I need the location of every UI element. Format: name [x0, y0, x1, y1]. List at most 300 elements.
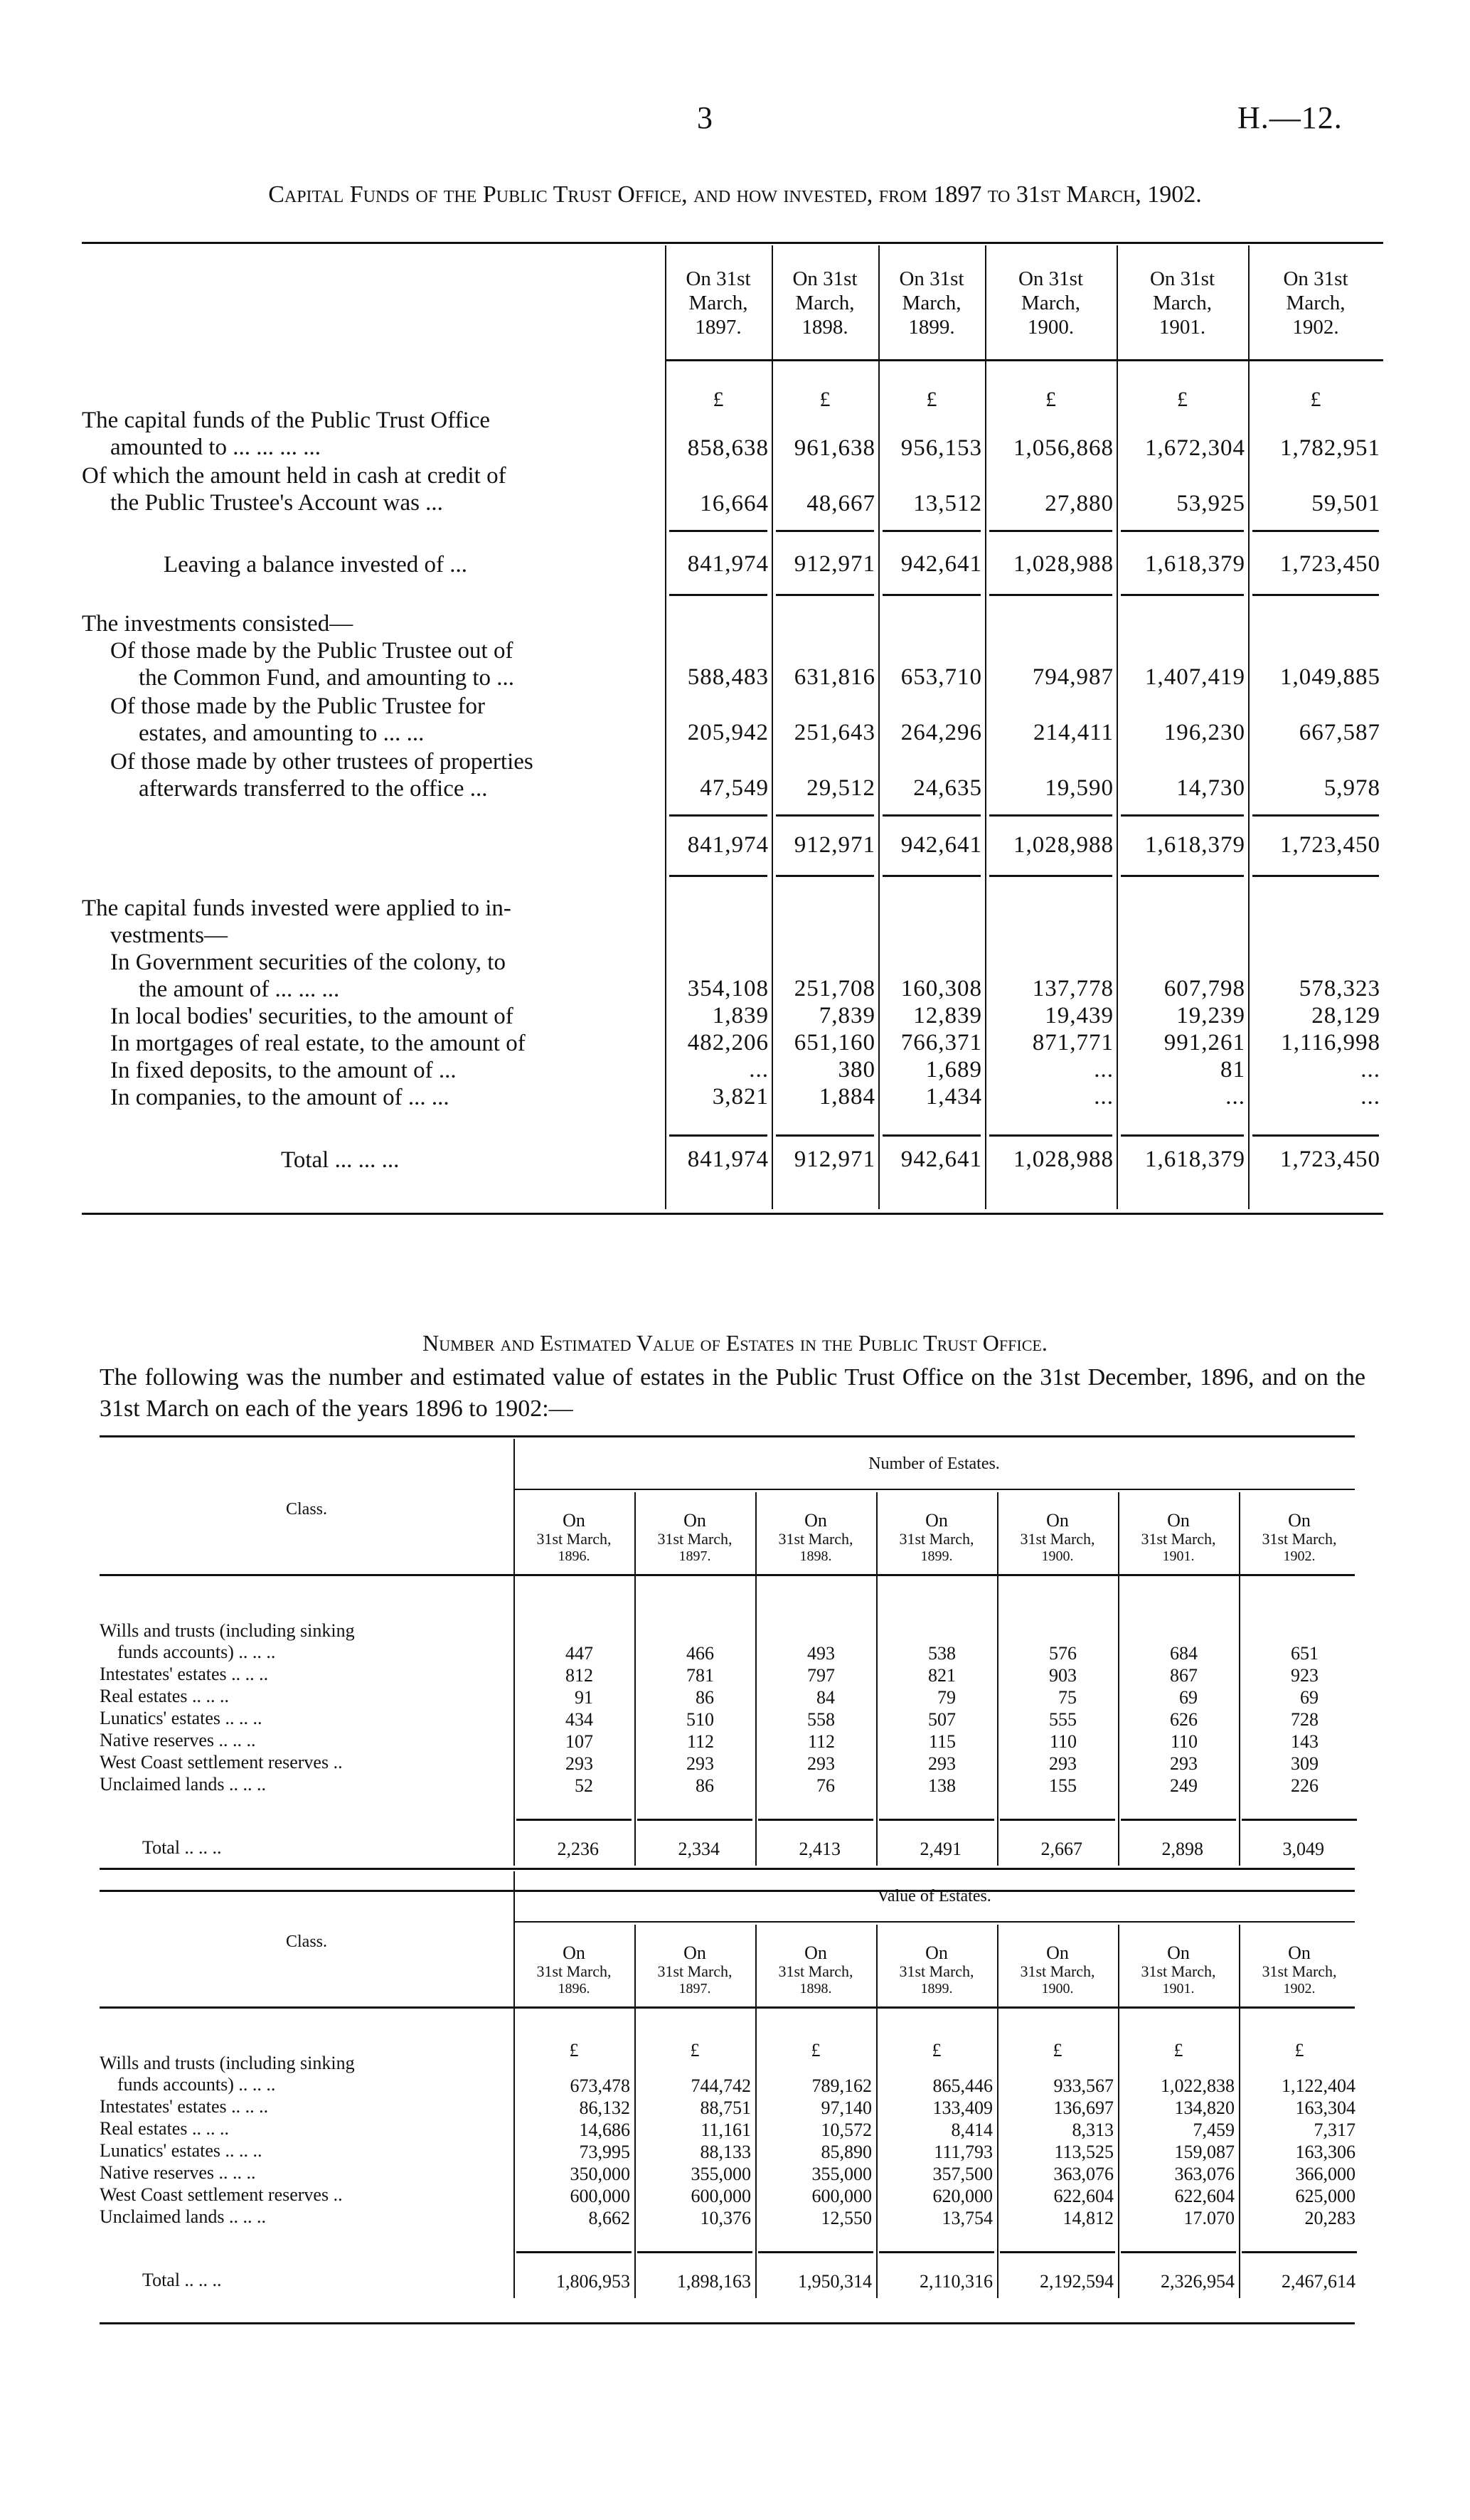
- estate-count: 923: [1291, 1665, 1319, 1686]
- row-label: Of those made by other trustees of properties: [110, 749, 533, 775]
- row-label: The capital funds of the Public Trust Office: [82, 408, 491, 433]
- column-header: On: [1167, 1942, 1190, 1963]
- estate-value: 350,000: [570, 2164, 630, 2184]
- horizontal-rule: [637, 2251, 752, 2253]
- horizontal-rule: [776, 1134, 874, 1137]
- capital-funds-value: 1,056,868: [1013, 435, 1114, 461]
- estate-value-total: 1,898,163: [677, 2271, 751, 2292]
- estate-value-total: 2,110,316: [919, 2271, 993, 2292]
- estate-count: 493: [807, 1643, 835, 1664]
- column-header: 1896.: [558, 1981, 590, 1997]
- horizontal-rule: [669, 530, 767, 532]
- capital-funds-value: 961,638: [794, 435, 875, 461]
- column-header: On: [925, 1942, 948, 1963]
- column-header: On: [683, 1510, 706, 1531]
- row-label: the Public Trustee's Account was ...: [110, 490, 443, 516]
- column-header: 1898.: [801, 316, 848, 339]
- class-label: Unclaimed lands .. .. ..: [100, 1774, 266, 1795]
- horizontal-rule: [669, 875, 767, 877]
- horizontal-rule: [776, 814, 874, 817]
- horizontal-rule: [989, 875, 1112, 877]
- class-label: Wills and trusts (including sinking: [100, 1620, 355, 1641]
- estate-count: 466: [686, 1643, 714, 1664]
- column-header: On 31st: [792, 267, 858, 290]
- estate-value: 159,087: [1174, 2142, 1235, 2162]
- document-reference: H.—12.: [1237, 100, 1343, 135]
- estate-count: 309: [1291, 1753, 1319, 1774]
- class-label: West Coast settlement reserves ..: [100, 2184, 343, 2205]
- balance-invested-value: 1,618,379: [1145, 551, 1245, 577]
- row-label: estates, and amounting to ... ...: [139, 721, 425, 746]
- horizontal-rule: [1121, 1819, 1236, 1821]
- column-header: On: [925, 1510, 948, 1531]
- estate-count: 651: [1291, 1643, 1319, 1664]
- section-heading: The capital funds invested were applied to in-: [82, 895, 511, 921]
- applied-value: ...: [1094, 1084, 1114, 1110]
- row-label: In mortgages of real estate, to the amount of: [110, 1031, 526, 1056]
- estate-count-total: 2,491: [920, 1839, 962, 1859]
- currency-symbol: £: [1173, 2040, 1183, 2061]
- balance-invested-value: 1,028,988: [1013, 551, 1114, 577]
- column-header: 31st March,: [1020, 1530, 1095, 1548]
- column-header: 1900.: [1041, 1981, 1074, 1997]
- applied-value: 3,821: [712, 1084, 769, 1110]
- column-header: 31st March,: [657, 1530, 733, 1548]
- column-header: On 31st: [686, 267, 751, 290]
- capital-funds-value: 858,638: [687, 435, 769, 461]
- estate-value: 73,995: [579, 2142, 630, 2162]
- estate-value: 673,478: [570, 2075, 630, 2096]
- column-header: On: [563, 1510, 585, 1531]
- currency-symbol: £: [1177, 388, 1188, 411]
- column-header: 1897.: [678, 1548, 711, 1564]
- total-value: 1,028,988: [1013, 1147, 1114, 1172]
- estate-value: 88,133: [700, 2142, 751, 2162]
- applied-value: 482,206: [687, 1030, 769, 1056]
- estate-count: 447: [565, 1643, 593, 1664]
- total-label: Total .. .. ..: [142, 2270, 222, 2290]
- estates-intro: The following was the number and estimated value of estates in the Public Trust Office on the 31st December, 1896, and on the 31st March on each of the years 1896 to 1902:—: [100, 1364, 1365, 1422]
- column-header: 1896.: [558, 1548, 590, 1564]
- investment-value: 1,049,885: [1280, 664, 1380, 690]
- applied-value: 766,371: [900, 1030, 982, 1056]
- column-header: 31st March,: [1020, 1962, 1095, 1980]
- group-heading: Value of Estates.: [877, 1887, 991, 1905]
- horizontal-rule: [1252, 594, 1379, 596]
- investment-value: 214,411: [1033, 720, 1114, 745]
- horizontal-rule: [1242, 2251, 1357, 2253]
- column-header: 1901.: [1162, 1981, 1195, 1997]
- investment-value: 264,296: [900, 720, 982, 745]
- estate-value: 363,076: [1053, 2164, 1114, 2184]
- horizontal-rule: [879, 1819, 994, 1821]
- total-label: Total ... ... ...: [281, 1147, 400, 1173]
- capital-funds-value: 956,153: [900, 435, 982, 461]
- investment-value: 205,942: [687, 720, 769, 745]
- column-header: 31st March,: [657, 1962, 733, 1980]
- column-header: On 31st: [1149, 267, 1215, 290]
- estate-value: 13,754: [942, 2208, 993, 2228]
- class-column-header: Class.: [285, 1500, 327, 1519]
- column-header: On: [563, 1942, 585, 1963]
- applied-value: 578,323: [1299, 976, 1380, 1001]
- horizontal-rule: [1252, 814, 1379, 817]
- estate-value: 20,283: [1304, 2208, 1356, 2228]
- estate-value: 113,525: [1054, 2142, 1114, 2162]
- estate-value: 600,000: [570, 2186, 630, 2206]
- applied-value: 354,108: [687, 976, 769, 1001]
- applied-value: ...: [1094, 1057, 1114, 1083]
- class-label: funds accounts) .. .. ..: [117, 1642, 276, 1662]
- currency-symbol: £: [569, 2040, 579, 2061]
- capital-funds-value: 1,672,304: [1145, 435, 1245, 461]
- total-value: 1,723,450: [1280, 1147, 1380, 1172]
- balance-invested-value: 841,974: [687, 551, 769, 577]
- horizontal-rule: [100, 1574, 1355, 1576]
- estate-count: 434: [565, 1709, 593, 1730]
- horizontal-rule: [100, 2322, 1355, 2324]
- horizontal-rule: [1252, 530, 1379, 532]
- estate-value: 1,122,404: [1282, 2075, 1356, 2096]
- column-header: 1902.: [1283, 1548, 1316, 1564]
- column-header: 1900.: [1041, 1548, 1074, 1564]
- balance-invested-value: 942,641: [900, 551, 982, 577]
- cash-at-credit-value: 48,667: [806, 491, 875, 516]
- balance-invested-value: 912,971: [794, 551, 875, 577]
- column-header: On: [1288, 1942, 1311, 1963]
- class-label: Intestates' estates .. .. ..: [100, 1664, 269, 1684]
- row-label: In companies, to the amount of ... ...: [110, 1085, 449, 1110]
- estate-value: 136,697: [1053, 2098, 1114, 2118]
- column-header: 1902.: [1292, 316, 1339, 339]
- applied-value: 607,798: [1163, 976, 1245, 1001]
- estate-value: 111,793: [934, 2142, 993, 2162]
- estate-count: 84: [816, 1687, 835, 1708]
- column-header: 1901.: [1159, 316, 1206, 339]
- horizontal-rule: [669, 1134, 767, 1137]
- row-label: In fixed deposits, to the amount of ...: [110, 1058, 457, 1083]
- estate-value: 8,313: [1072, 2120, 1114, 2140]
- estate-value: 10,376: [700, 2208, 751, 2228]
- cash-at-credit-value: 13,512: [913, 491, 982, 516]
- estate-count: 684: [1170, 1643, 1198, 1664]
- horizontal-rule: [1121, 1134, 1244, 1137]
- horizontal-rule: [1000, 2251, 1115, 2253]
- class-label: Lunatics' estates .. .. ..: [100, 1708, 262, 1728]
- estate-value: 134,820: [1174, 2098, 1235, 2118]
- currency-symbol: £: [713, 388, 724, 411]
- estate-value-total: 2,467,614: [1282, 2271, 1356, 2292]
- estate-count: 110: [1049, 1731, 1077, 1752]
- class-label: Real estates .. .. ..: [100, 2118, 229, 2139]
- estate-count: 293: [565, 1753, 593, 1774]
- estate-count-total: 2,413: [799, 1839, 841, 1859]
- currency-symbol: £: [819, 388, 831, 411]
- estate-count: 812: [565, 1665, 593, 1686]
- horizontal-rule: [989, 530, 1112, 532]
- estate-value: 10,572: [821, 2120, 872, 2140]
- investment-value: 19,590: [1045, 775, 1114, 801]
- horizontal-rule: [1121, 875, 1244, 877]
- column-header: March,: [1021, 292, 1080, 314]
- row-label: Leaving a balance invested of ...: [164, 552, 467, 578]
- investments-total-value: 841,974: [687, 832, 769, 858]
- horizontal-rule: [883, 875, 981, 877]
- applied-value: 81: [1220, 1057, 1245, 1083]
- applied-value: 1,839: [712, 1003, 769, 1028]
- currency-symbol: £: [690, 2040, 700, 2061]
- estate-value: 12,550: [821, 2208, 872, 2228]
- estate-value: 14,812: [1062, 2208, 1114, 2228]
- horizontal-rule: [516, 1819, 632, 1821]
- estate-count: 781: [686, 1665, 714, 1686]
- estate-count: 138: [928, 1775, 956, 1796]
- horizontal-rule: [82, 242, 1383, 244]
- estate-value: 620,000: [932, 2186, 993, 2206]
- column-header: 1902.: [1283, 1981, 1316, 1997]
- estate-value: 8,662: [588, 2208, 630, 2228]
- estate-value: 1,022,838: [1161, 2075, 1235, 2096]
- class-label: Intestates' estates .. .. ..: [100, 2096, 269, 2117]
- estate-value: 357,500: [932, 2164, 993, 2184]
- estate-count: 728: [1291, 1709, 1319, 1730]
- horizontal-rule: [1000, 1819, 1115, 1821]
- estate-count: 69: [1300, 1687, 1319, 1708]
- class-label: Real estates .. .. ..: [100, 1686, 229, 1706]
- total-value: 912,971: [794, 1147, 875, 1172]
- estate-value: 163,306: [1295, 2142, 1356, 2162]
- page-number: 3: [697, 100, 713, 135]
- estate-count: 293: [807, 1753, 835, 1774]
- horizontal-rule: [1121, 530, 1244, 532]
- class-label: Native reserves .. .. ..: [100, 2162, 256, 2183]
- horizontal-rule: [1252, 1134, 1379, 1137]
- applied-value: 28,129: [1311, 1003, 1380, 1028]
- total-value: 841,974: [687, 1147, 769, 1172]
- estate-value: 86,132: [579, 2098, 630, 2118]
- horizontal-rule: [883, 814, 981, 817]
- applied-value: 160,308: [900, 976, 982, 1001]
- class-label: funds accounts) .. .. ..: [117, 2074, 276, 2095]
- estate-count: 293: [928, 1753, 956, 1774]
- estate-value: 163,304: [1295, 2098, 1356, 2118]
- section-heading: The investments consisted—: [82, 611, 353, 637]
- estate-count: 507: [928, 1709, 956, 1730]
- estate-count: 576: [1049, 1643, 1077, 1664]
- estate-count: 903: [1049, 1665, 1077, 1686]
- estate-value: 366,000: [1295, 2164, 1356, 2184]
- horizontal-rule: [516, 2251, 632, 2253]
- cash-at-credit-value: 53,925: [1176, 491, 1245, 516]
- estate-value: 789,162: [811, 2075, 872, 2096]
- horizontal-rule: [883, 530, 981, 532]
- column-header: 1898.: [799, 1981, 832, 1997]
- estate-count-total: 2,236: [557, 1839, 599, 1859]
- estate-value: 14,686: [579, 2120, 630, 2140]
- total-value: 1,618,379: [1145, 1147, 1245, 1172]
- estate-value: 7,459: [1193, 2120, 1235, 2140]
- investments-total-value: 912,971: [794, 832, 875, 858]
- estate-count: 79: [937, 1687, 956, 1708]
- column-header: On: [683, 1942, 706, 1963]
- class-label: Lunatics' estates .. .. ..: [100, 2140, 262, 2161]
- estate-count: 867: [1170, 1665, 1198, 1686]
- estate-value: 355,000: [811, 2164, 872, 2184]
- applied-value: 19,439: [1045, 1003, 1114, 1028]
- horizontal-rule: [100, 1435, 1355, 1437]
- horizontal-rule: [1121, 594, 1244, 596]
- column-header: On: [1046, 1510, 1069, 1531]
- estate-count: 558: [807, 1709, 835, 1730]
- column-header: March,: [1153, 292, 1212, 314]
- estate-value: 97,140: [821, 2098, 872, 2118]
- column-header: 1899.: [908, 316, 955, 339]
- estate-value: 625,000: [1295, 2186, 1356, 2206]
- column-header: On: [1046, 1942, 1069, 1963]
- applied-value: 1,884: [819, 1084, 875, 1110]
- horizontal-rule: [1252, 875, 1379, 877]
- estate-count: 52: [575, 1775, 593, 1796]
- row-label: afterwards transferred to the office ...: [139, 776, 488, 802]
- horizontal-rule: [989, 814, 1112, 817]
- applied-value: ...: [1360, 1084, 1380, 1110]
- estate-count: 155: [1049, 1775, 1077, 1796]
- column-header: 1900.: [1027, 316, 1075, 339]
- horizontal-rule: [669, 594, 767, 596]
- estate-value: 133,409: [932, 2098, 993, 2118]
- estate-value: 865,446: [932, 2075, 993, 2096]
- row-label: In local bodies' securities, to the amount of: [110, 1004, 513, 1029]
- estate-value: 11,161: [701, 2120, 751, 2140]
- currency-symbol: £: [1045, 388, 1056, 411]
- horizontal-rule: [100, 2006, 1355, 2009]
- applied-value: ...: [749, 1057, 769, 1083]
- horizontal-rule: [989, 594, 1112, 596]
- investments-total-value: 1,618,379: [1145, 832, 1245, 858]
- currency-symbol: £: [1294, 2040, 1304, 2061]
- estate-value: 355,000: [691, 2164, 751, 2184]
- column-header: 31st March,: [1262, 1962, 1337, 1980]
- applied-value: 137,778: [1032, 976, 1114, 1001]
- column-header: 1901.: [1162, 1548, 1195, 1564]
- estate-value: 85,890: [821, 2142, 872, 2162]
- cash-at-credit-value: 59,501: [1311, 491, 1380, 516]
- investment-value: 196,230: [1163, 720, 1245, 745]
- applied-value: 871,771: [1032, 1030, 1114, 1056]
- column-header: On: [804, 1942, 827, 1963]
- estate-value: 933,567: [1053, 2075, 1114, 2096]
- estate-count: 107: [565, 1731, 593, 1752]
- estate-count: 69: [1179, 1687, 1198, 1708]
- investment-value: 1,407,419: [1145, 664, 1245, 690]
- investment-value: 24,635: [913, 775, 982, 801]
- applied-value: 7,839: [819, 1003, 875, 1028]
- horizontal-rule: [100, 1868, 1355, 1870]
- horizontal-rule: [879, 2251, 994, 2253]
- horizontal-rule: [776, 875, 874, 877]
- estate-count: 86: [696, 1775, 714, 1796]
- column-header: On: [804, 1510, 827, 1531]
- estate-value: 600,000: [811, 2186, 872, 2206]
- estate-count: 112: [686, 1731, 714, 1752]
- balance-invested-value: 1,723,450: [1280, 551, 1380, 577]
- horizontal-rule: [1121, 814, 1244, 817]
- horizontal-rule: [883, 1134, 981, 1137]
- applied-value: 251,708: [794, 976, 875, 1001]
- column-header: March,: [902, 292, 962, 314]
- horizontal-rule: [82, 1213, 1383, 1215]
- investment-value: 653,710: [900, 664, 982, 690]
- horizontal-rule: [513, 1489, 1355, 1490]
- column-header: 1897.: [695, 316, 742, 339]
- estate-count: 91: [575, 1687, 593, 1708]
- column-header: On 31st: [899, 267, 964, 290]
- column-header: 31st March,: [899, 1530, 974, 1548]
- estate-count: 75: [1058, 1687, 1077, 1708]
- column-header: 31st March,: [1141, 1530, 1216, 1548]
- estate-value-total: 1,806,953: [556, 2271, 630, 2292]
- estate-value: 600,000: [691, 2186, 751, 2206]
- applied-value: 19,239: [1176, 1003, 1245, 1028]
- horizontal-rule: [669, 814, 767, 817]
- class-label: Wills and trusts (including sinking: [100, 2053, 355, 2073]
- currency-symbol: £: [932, 2040, 942, 2061]
- horizontal-rule: [637, 1819, 752, 1821]
- column-header: 31st March,: [1141, 1962, 1216, 1980]
- row-label: amounted to ... ... ... ...: [110, 435, 321, 460]
- currency-symbol: £: [1053, 2040, 1062, 2061]
- horizontal-rule: [776, 530, 874, 532]
- row-label: Of those made by the Public Trustee out of: [110, 638, 513, 664]
- estate-count: 76: [816, 1775, 835, 1796]
- row-label: the amount of ... ... ...: [139, 977, 340, 1002]
- estate-count: 821: [928, 1665, 956, 1686]
- applied-value: 1,689: [925, 1057, 982, 1083]
- estate-count: 293: [1049, 1753, 1077, 1774]
- horizontal-rule: [883, 594, 981, 596]
- class-column-header: Class.: [285, 1932, 327, 1951]
- column-header: On: [1288, 1510, 1311, 1531]
- applied-value: 1,116,998: [1281, 1030, 1380, 1056]
- column-header: On: [1167, 1510, 1190, 1531]
- column-header: On 31st: [1018, 267, 1084, 290]
- estate-count: 143: [1291, 1731, 1319, 1752]
- investment-value: 667,587: [1299, 720, 1380, 745]
- estate-count: 110: [1170, 1731, 1198, 1752]
- estate-value: 622,604: [1053, 2186, 1114, 2206]
- row-label: the Common Fund, and amounting to ...: [139, 665, 514, 691]
- investment-value: 29,512: [806, 775, 875, 801]
- column-header: 31st March,: [778, 1962, 853, 1980]
- class-label: Unclaimed lands .. .. ..: [100, 2206, 266, 2227]
- column-header: 1899.: [920, 1548, 953, 1564]
- row-label: Of which the amount held in cash at credit of: [82, 463, 506, 489]
- applied-value: 1,434: [925, 1084, 982, 1110]
- estate-value: 744,742: [691, 2075, 751, 2096]
- horizontal-rule: [1121, 2251, 1236, 2253]
- investment-value: 631,816: [794, 664, 875, 690]
- estate-count-total: 2,667: [1040, 1839, 1082, 1859]
- estate-count-total: 2,898: [1161, 1839, 1203, 1859]
- investment-value: 47,549: [700, 775, 769, 801]
- applied-value: ...: [1225, 1084, 1245, 1110]
- capital-funds-title: Capital Funds of the Public Trust Office, and how invested, from 1897 to 31st March, 1902.: [268, 181, 1202, 208]
- horizontal-rule: [758, 1819, 873, 1821]
- column-header: March,: [1286, 292, 1346, 314]
- column-header: 31st March,: [1262, 1530, 1337, 1548]
- column-header: 1897.: [678, 1981, 711, 1997]
- estate-count: 510: [686, 1709, 714, 1730]
